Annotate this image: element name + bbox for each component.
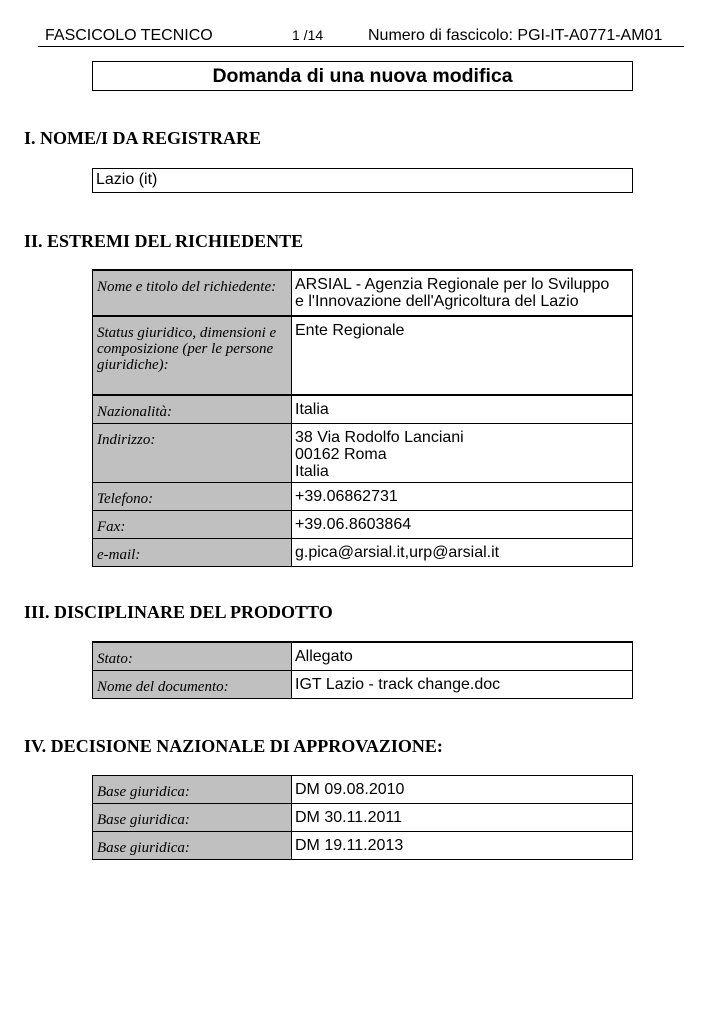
row-value: [292, 510, 633, 538]
row-label: Status giuridico, dimensioni e composizione (per le persone giuridiche):: [93, 316, 292, 395]
table-row: [93, 642, 633, 670]
row-label: Base giuridica:: [93, 804, 292, 832]
section-heading-approval: IV. DECISIONE NAZIONALE DI APPROVAZIONE:: [24, 736, 443, 756]
row-label: Base giuridica:: [93, 776, 292, 804]
table-row: [93, 395, 633, 423]
row-value: [292, 316, 633, 395]
row-label: Nome del documento:: [93, 670, 292, 698]
value-line: g.pica@arsial.it,urp@arsial.it: [295, 543, 500, 561]
section-heading-specification: III. DISCIPLINARE DEL PRODOTTO: [24, 602, 333, 622]
row-label: Nome e titolo del richiedente:: [93, 270, 292, 316]
table-row: [93, 482, 633, 510]
header-divider: [38, 46, 684, 47]
table-row: [93, 316, 633, 395]
row-value: DM 09.08.2010: [292, 776, 633, 804]
row-value: DM 30.11.2011: [292, 804, 633, 832]
row-label: Fax:: [93, 510, 292, 538]
table-row: [93, 804, 633, 832]
row-label: Base giuridica:: [93, 832, 292, 860]
approval-table: [92, 775, 633, 860]
row-label: Stato:: [93, 642, 292, 670]
value-line: Italia: [295, 401, 329, 418]
registered-name-box: Lazio (it): [92, 168, 633, 193]
row-label: e-mail:: [93, 538, 292, 566]
value-line: Ente Regionale: [295, 322, 405, 339]
table-row: [93, 776, 633, 804]
row-value: [292, 482, 633, 510]
row-value: IGT Lazio - track change.doc: [292, 670, 633, 698]
row-label: Indirizzo:: [93, 423, 292, 482]
file-number: Numero di fascicolo: PGI-IT-A0771-AM01: [368, 27, 663, 44]
section-heading-names: I. NOME/I DA REGISTRARE: [24, 128, 262, 148]
value-line: 38 Via Rodolfo Lanciani: [295, 428, 464, 446]
table-row: [93, 670, 633, 698]
row-label: Nazionalità:: [93, 395, 292, 423]
table-row: [93, 423, 633, 482]
table-row: [93, 538, 633, 566]
row-value: Allegato: [292, 642, 633, 670]
header-title: FASCICOLO TECNICO: [45, 27, 213, 44]
applicant-table: [92, 269, 633, 567]
row-value: [292, 270, 633, 316]
value-line: 00162 Roma: [295, 445, 387, 463]
value-line: e l'Innovazione dell'Agricoltura del Lazio: [295, 293, 579, 310]
document-title: Domanda di una nuova modifica: [92, 61, 633, 91]
row-value: [292, 538, 633, 566]
value-line: Italia: [295, 462, 329, 480]
value-line: +39.06862731: [295, 487, 398, 505]
page-number: 1 /14: [292, 27, 324, 43]
section-heading-applicant: II. ESTREMI DEL RICHIEDENTE: [24, 231, 304, 251]
row-label: Telefono:: [93, 482, 292, 510]
row-value: DM 19.11.2013: [292, 832, 633, 860]
row-value: [292, 395, 633, 423]
value-line: ARSIAL - Agenzia Regionale per lo Sviluppo: [295, 276, 610, 293]
table-row: [93, 832, 633, 860]
table-row: [93, 510, 633, 538]
row-value: [292, 423, 633, 482]
table-row: [93, 270, 633, 316]
specification-table: [92, 641, 633, 699]
value-line: +39.06.8603864: [295, 515, 412, 533]
